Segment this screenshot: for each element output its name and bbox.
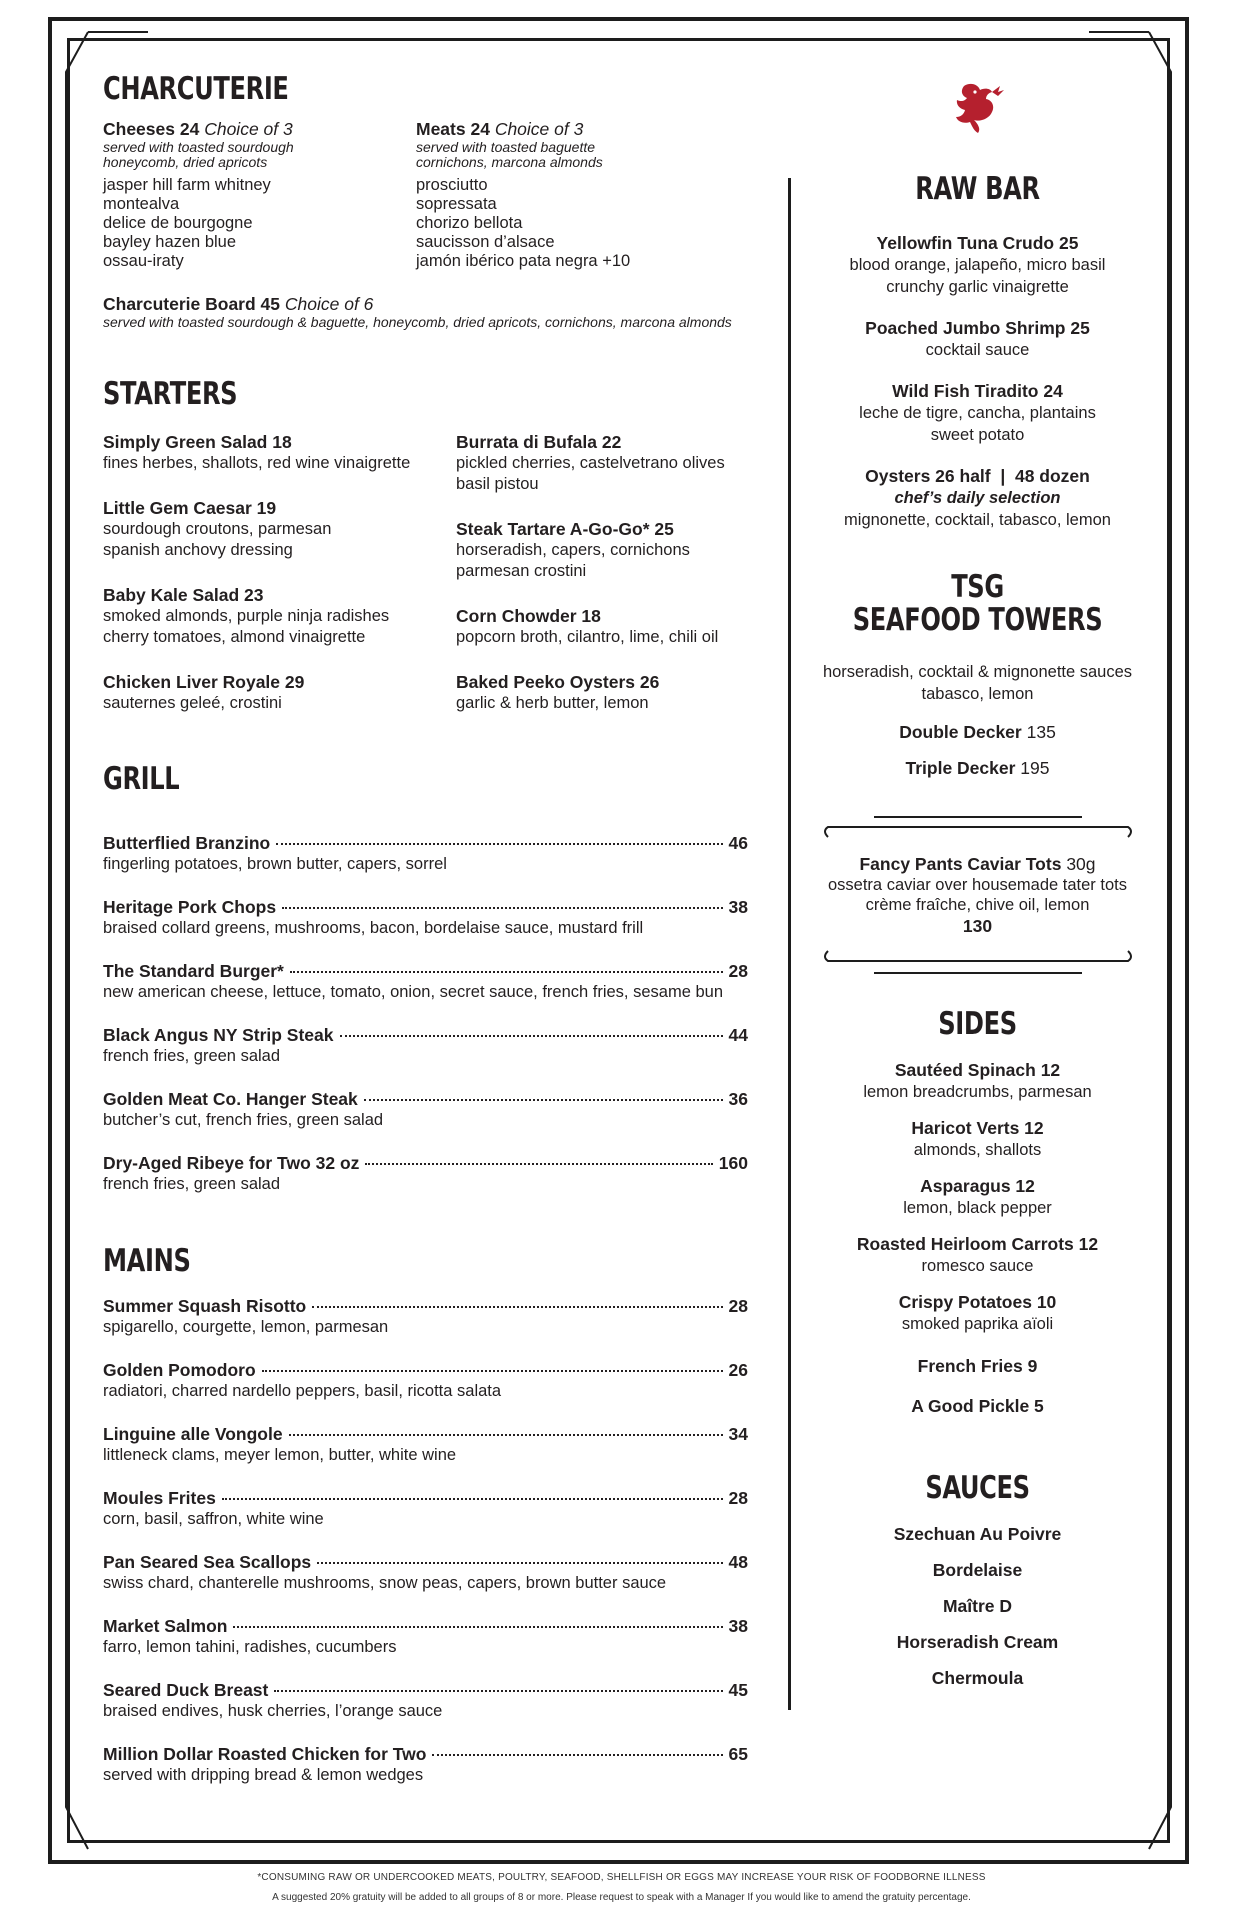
section-title-seafood-towers: SEAFOOD TOWERS [852, 602, 1103, 638]
main-item [103, 1487, 748, 1530]
sides-section [800, 1005, 1155, 1417]
main-item-price: 28 [728, 1488, 748, 1508]
main-item-desc: radiatori, charred nardello peppers, basil, ricotta salata [103, 1382, 502, 1400]
starter-desc: cherry tomatoes, almond vinaigrette [103, 628, 366, 646]
starters-section [103, 375, 748, 715]
grill-item [103, 1024, 748, 1067]
main-item-name: Golden Pomodoro [103, 1360, 256, 1380]
grill-item [103, 832, 748, 875]
main-item-name: Market Salmon [103, 1616, 228, 1636]
raw-bar-item [800, 232, 1155, 298]
side-item [800, 1395, 1155, 1417]
starter-desc: basil pistou [456, 475, 539, 493]
main-item-desc: swiss chard, chanterelle mushrooms, snow peas, capers, brown butter sauce [103, 1574, 667, 1592]
main-item-desc: farro, lemon tahini, radishes, cucumbers [103, 1638, 397, 1656]
starter-desc: sourdough croutons, parmesan [103, 520, 332, 538]
footer-warning: *CONSUMING RAW OR UNDERCOOKED MEATS, POULTRY, SEAFOOD, SHELLFISH OR EGGS MAY INCREASE YOUR RISK OF FOODBORNE ILLNESS [257, 1872, 986, 1883]
section-title-tsg: TSG [951, 569, 1004, 605]
starter-desc: spanish anchovy dressing [103, 541, 293, 559]
oysters-item [800, 465, 1155, 531]
caviar-desc: ossetra caviar over housemade tater tots [828, 876, 1127, 894]
sauce-item: Bordelaise [932, 1560, 1023, 1580]
grill-item-name: The Standard Burger* [103, 961, 284, 981]
main-item-desc: braised endives, husk cherries, l’orange sauce [103, 1702, 443, 1720]
side-item [800, 1233, 1155, 1277]
starter-name: Little Gem Caesar 19 [103, 498, 277, 518]
starter-name: Corn Chowder 18 [456, 606, 601, 626]
grill-item-desc: braised collard greens, mushrooms, bacon, bordelaise sauce, mustard frill [103, 919, 644, 937]
main-item-desc: served with dripping bread & lemon wedges [103, 1766, 424, 1784]
starters-left-column [103, 431, 443, 737]
side-item [800, 1355, 1155, 1377]
meats-desc: cornichons, marcona almonds [416, 154, 603, 170]
section-title-raw-bar: RAW BAR [915, 171, 1040, 207]
main-item-price: 48 [728, 1552, 748, 1572]
cheese-item: ossau-iraty [103, 252, 184, 270]
meats-desc: served with toasted baguette [416, 139, 596, 155]
cheese-item: delice de bourgogne [103, 214, 253, 232]
side-item-name: Haricot Verts 12 [911, 1118, 1044, 1138]
main-item-price: 45 [728, 1680, 748, 1700]
side-item-name: Asparagus 12 [920, 1176, 1035, 1196]
grill-section [103, 760, 748, 1216]
starter-item [456, 671, 796, 714]
main-item-desc: corn, basil, saffron, white wine [103, 1510, 324, 1528]
grill-item-name: Black Angus NY Strip Steak [103, 1025, 334, 1045]
tower-triple [800, 757, 1155, 779]
oysters-note: chef’s daily selection [894, 489, 1061, 507]
grill-item-name: Butterflied Branzino [103, 833, 271, 853]
starter-item [103, 497, 443, 561]
starter-item [103, 584, 443, 648]
starter-desc: garlic & herb butter, lemon [456, 694, 649, 712]
meats-name: Meats 24 [416, 119, 490, 139]
main-item [103, 1423, 748, 1466]
section-title-sides: SIDES [938, 1006, 1017, 1042]
starter-desc: smoked almonds, purple ninja radishes [103, 607, 390, 625]
side-item [800, 1059, 1155, 1103]
towers-desc: horseradish, cocktail & mignonette sauces [822, 663, 1133, 681]
cheeses-desc: honeycomb, dried apricots [103, 154, 268, 170]
grill-item [103, 896, 748, 939]
meats-choice: Choice of 3 [494, 119, 584, 139]
main-item [103, 1615, 748, 1658]
main-item [103, 1295, 748, 1338]
cheese-item: bayley hazen blue [103, 233, 237, 251]
cheese-item: montealva [103, 195, 180, 213]
starter-desc: popcorn broth, cilantro, lime, chili oil [456, 628, 719, 646]
grill-item-price: 46 [728, 833, 748, 853]
raw-bar-item-desc: cocktail sauce [925, 341, 1030, 359]
starter-item [103, 431, 443, 474]
footer-gratuity: A suggested 20% gratuity will be added to all groups of 8 or more. Please request to speak with a Manager If you would like to amend the gratuity percentage. [272, 1892, 971, 1903]
raw-bar-section [800, 170, 1155, 531]
tower-double-name: Double Decker [899, 722, 1022, 742]
grill-item-name: Heritage Pork Chops [103, 897, 277, 917]
column-divider [788, 178, 791, 1710]
cheeses-desc: served with toasted sourdough [103, 139, 294, 155]
main-item [103, 1743, 748, 1786]
starter-name: Simply Green Salad 18 [103, 432, 292, 452]
raw-bar-item-desc: sweet potato [930, 426, 1025, 444]
starter-item [103, 671, 443, 714]
starter-item [456, 605, 796, 648]
side-item-desc: lemon breadcrumbs, parmesan [863, 1083, 1092, 1101]
side-item-desc: almonds, shallots [913, 1141, 1042, 1159]
side-item-name: French Fries 9 [917, 1356, 1038, 1376]
starter-name: Baby Kale Salad 23 [103, 585, 264, 605]
main-item-name: Seared Duck Breast [103, 1680, 269, 1700]
grill-item-desc: french fries, green salad [103, 1175, 281, 1193]
meat-item: saucisson d’alsace [416, 233, 555, 251]
board-choice: Choice of 6 [284, 294, 374, 314]
tower-double-price: 135 [1026, 722, 1056, 742]
caviar-price: 130 [962, 916, 993, 936]
towers-desc: tabasco, lemon [921, 685, 1034, 703]
tower-double [800, 721, 1155, 743]
section-title-starters: STARTERS [103, 376, 238, 412]
main-item [103, 1679, 748, 1722]
starter-name: Steak Tartare A-Go-Go* 25 [456, 519, 674, 539]
seafood-towers-section [800, 571, 1155, 779]
grill-item-desc: butcher’s cut, french fries, green salad [103, 1111, 384, 1129]
meat-item: sopressata [416, 195, 497, 213]
board-desc: served with toasted sourdough & baguette, honeycomb, dried apricots, cornichons, marcona almonds [103, 314, 732, 330]
side-item-name: A Good Pickle 5 [911, 1396, 1044, 1416]
grill-item [103, 1152, 748, 1195]
starter-item [456, 518, 796, 582]
oysters-desc: mignonette, cocktail, tabasco, lemon [844, 511, 1111, 529]
raw-bar-item-name: Yellowfin Tuna Crudo 25 [876, 233, 1079, 253]
cheeses-choice: Choice of 3 [204, 119, 293, 139]
grill-item-desc: french fries, green salad [103, 1047, 281, 1065]
cheeses-block [103, 118, 403, 271]
side-item-name: Sautéed Spinach 12 [894, 1060, 1061, 1080]
sauce-item: Maître D [942, 1596, 1013, 1616]
starters-right-column [456, 431, 796, 737]
side-item-desc: romesco sauce [921, 1257, 1034, 1275]
caviar-name: Fancy Pants Caviar Tots [859, 854, 1062, 874]
starter-desc: sauternes geleé, crostini [103, 694, 282, 712]
grill-item-price: 44 [728, 1025, 748, 1045]
raw-bar-item [800, 317, 1155, 361]
main-item-name: Linguine alle Vongole [103, 1424, 283, 1444]
left-column [103, 70, 748, 1784]
mains-section [103, 1242, 748, 1807]
grill-item [103, 1088, 748, 1131]
sauce-item: Szechuan Au Poivre [893, 1524, 1062, 1544]
side-item-desc: smoked paprika aïoli [901, 1315, 1054, 1333]
caviar-desc: crème fraîche, chive oil, lemon [865, 896, 1090, 914]
main-item-price: 28 [728, 1296, 748, 1316]
side-item-name: Roasted Heirloom Carrots 12 [856, 1234, 1099, 1254]
starter-desc: fines herbes, shallots, red wine vinaigrette [103, 454, 411, 472]
starter-desc: horseradish, capers, cornichons [456, 541, 690, 559]
grill-item-desc: new american cheese, lettuce, tomato, onion, secret sauce, french fries, sesame bun [103, 983, 723, 1001]
main-item-name: Summer Squash Risotto [103, 1296, 307, 1316]
side-item-name: Crispy Potatoes 10 [898, 1292, 1057, 1312]
caviar-size: 30g [1066, 854, 1096, 874]
grill-item-price: 28 [728, 961, 748, 981]
grill-item-price: 36 [728, 1089, 748, 1109]
starter-desc: pickled cherries, castelvetrano olives [456, 454, 725, 472]
main-item-name: Million Dollar Roasted Chicken for Two [103, 1744, 427, 1764]
raw-bar-item-name: Wild Fish Tiradito 24 [892, 381, 1063, 401]
grill-item-name: Dry-Aged Ribeye for Two 32 oz [103, 1153, 360, 1173]
meat-item: chorizo bellota [416, 214, 523, 232]
grill-item-price: 160 [718, 1153, 748, 1173]
raw-bar-item-desc: blood orange, jalapeño, micro basil [849, 256, 1106, 274]
seahorse-logo-icon [948, 80, 1008, 136]
main-item [103, 1551, 748, 1594]
starter-name: Burrata di Bufala 22 [456, 432, 622, 452]
caviar-box [820, 815, 1136, 957]
tower-triple-price: 195 [1020, 758, 1050, 778]
main-item-price: 38 [728, 1616, 748, 1636]
main-item [103, 1359, 748, 1402]
starter-item [456, 431, 796, 495]
raw-bar-item [800, 380, 1155, 446]
section-title-charcuterie: CHARCUTERIE [103, 71, 289, 107]
raw-bar-item-desc: crunchy garlic vinaigrette [886, 278, 1069, 296]
board-name: Charcuterie Board 45 [103, 294, 281, 314]
starter-name: Baked Peeko Oysters 26 [456, 672, 660, 692]
grill-item [103, 960, 748, 1003]
side-item [800, 1175, 1155, 1219]
charcuterie-board [103, 293, 763, 330]
starter-desc: parmesan crostini [456, 562, 587, 580]
cheese-item: jasper hill farm whitney [103, 176, 271, 194]
raw-bar-item-desc: leche de tigre, cancha, plantains [859, 404, 1096, 422]
side-item-desc: lemon, black pepper [903, 1199, 1052, 1217]
side-item [800, 1291, 1155, 1335]
sauces-section [800, 1469, 1155, 1689]
cheeses-name: Cheeses 24 [103, 119, 200, 139]
starter-name: Chicken Liver Royale 29 [103, 672, 305, 692]
section-title-sauces: SAUCES [925, 1470, 1030, 1506]
tower-triple-name: Triple Decker [905, 758, 1016, 778]
raw-bar-item-name: Poached Jumbo Shrimp 25 [865, 318, 1090, 338]
main-item-name: Pan Seared Sea Scallops [103, 1552, 312, 1572]
main-item-desc: spigarello, courgette, lemon, parmesan [103, 1318, 389, 1336]
main-item-desc: littleneck clams, meyer lemon, butter, white wine [103, 1446, 457, 1464]
main-item-price: 34 [728, 1424, 748, 1444]
main-item-name: Moules Frites [103, 1488, 216, 1508]
main-item-price: 26 [728, 1360, 748, 1380]
grill-item-price: 38 [728, 897, 748, 917]
right-column [800, 70, 1155, 1703]
grill-item-name: Golden Meat Co. Hanger Steak [103, 1089, 358, 1109]
meat-item: jamón ibérico pata negra +10 [416, 252, 631, 270]
section-title-grill: GRILL [103, 761, 180, 797]
meats-block [416, 118, 716, 271]
sauce-item: Horseradish Cream [896, 1632, 1059, 1652]
meat-item: prosciutto [416, 176, 488, 194]
side-item [800, 1117, 1155, 1161]
oysters-name: Oysters 26 half | 48 dozen [865, 466, 1090, 486]
section-title-mains: MAINS [103, 1243, 191, 1279]
sauce-item: Chermoula [931, 1668, 1024, 1688]
main-item-price: 65 [728, 1744, 748, 1764]
grill-item-desc: fingerling potatoes, brown butter, capers, sorrel [103, 855, 447, 873]
